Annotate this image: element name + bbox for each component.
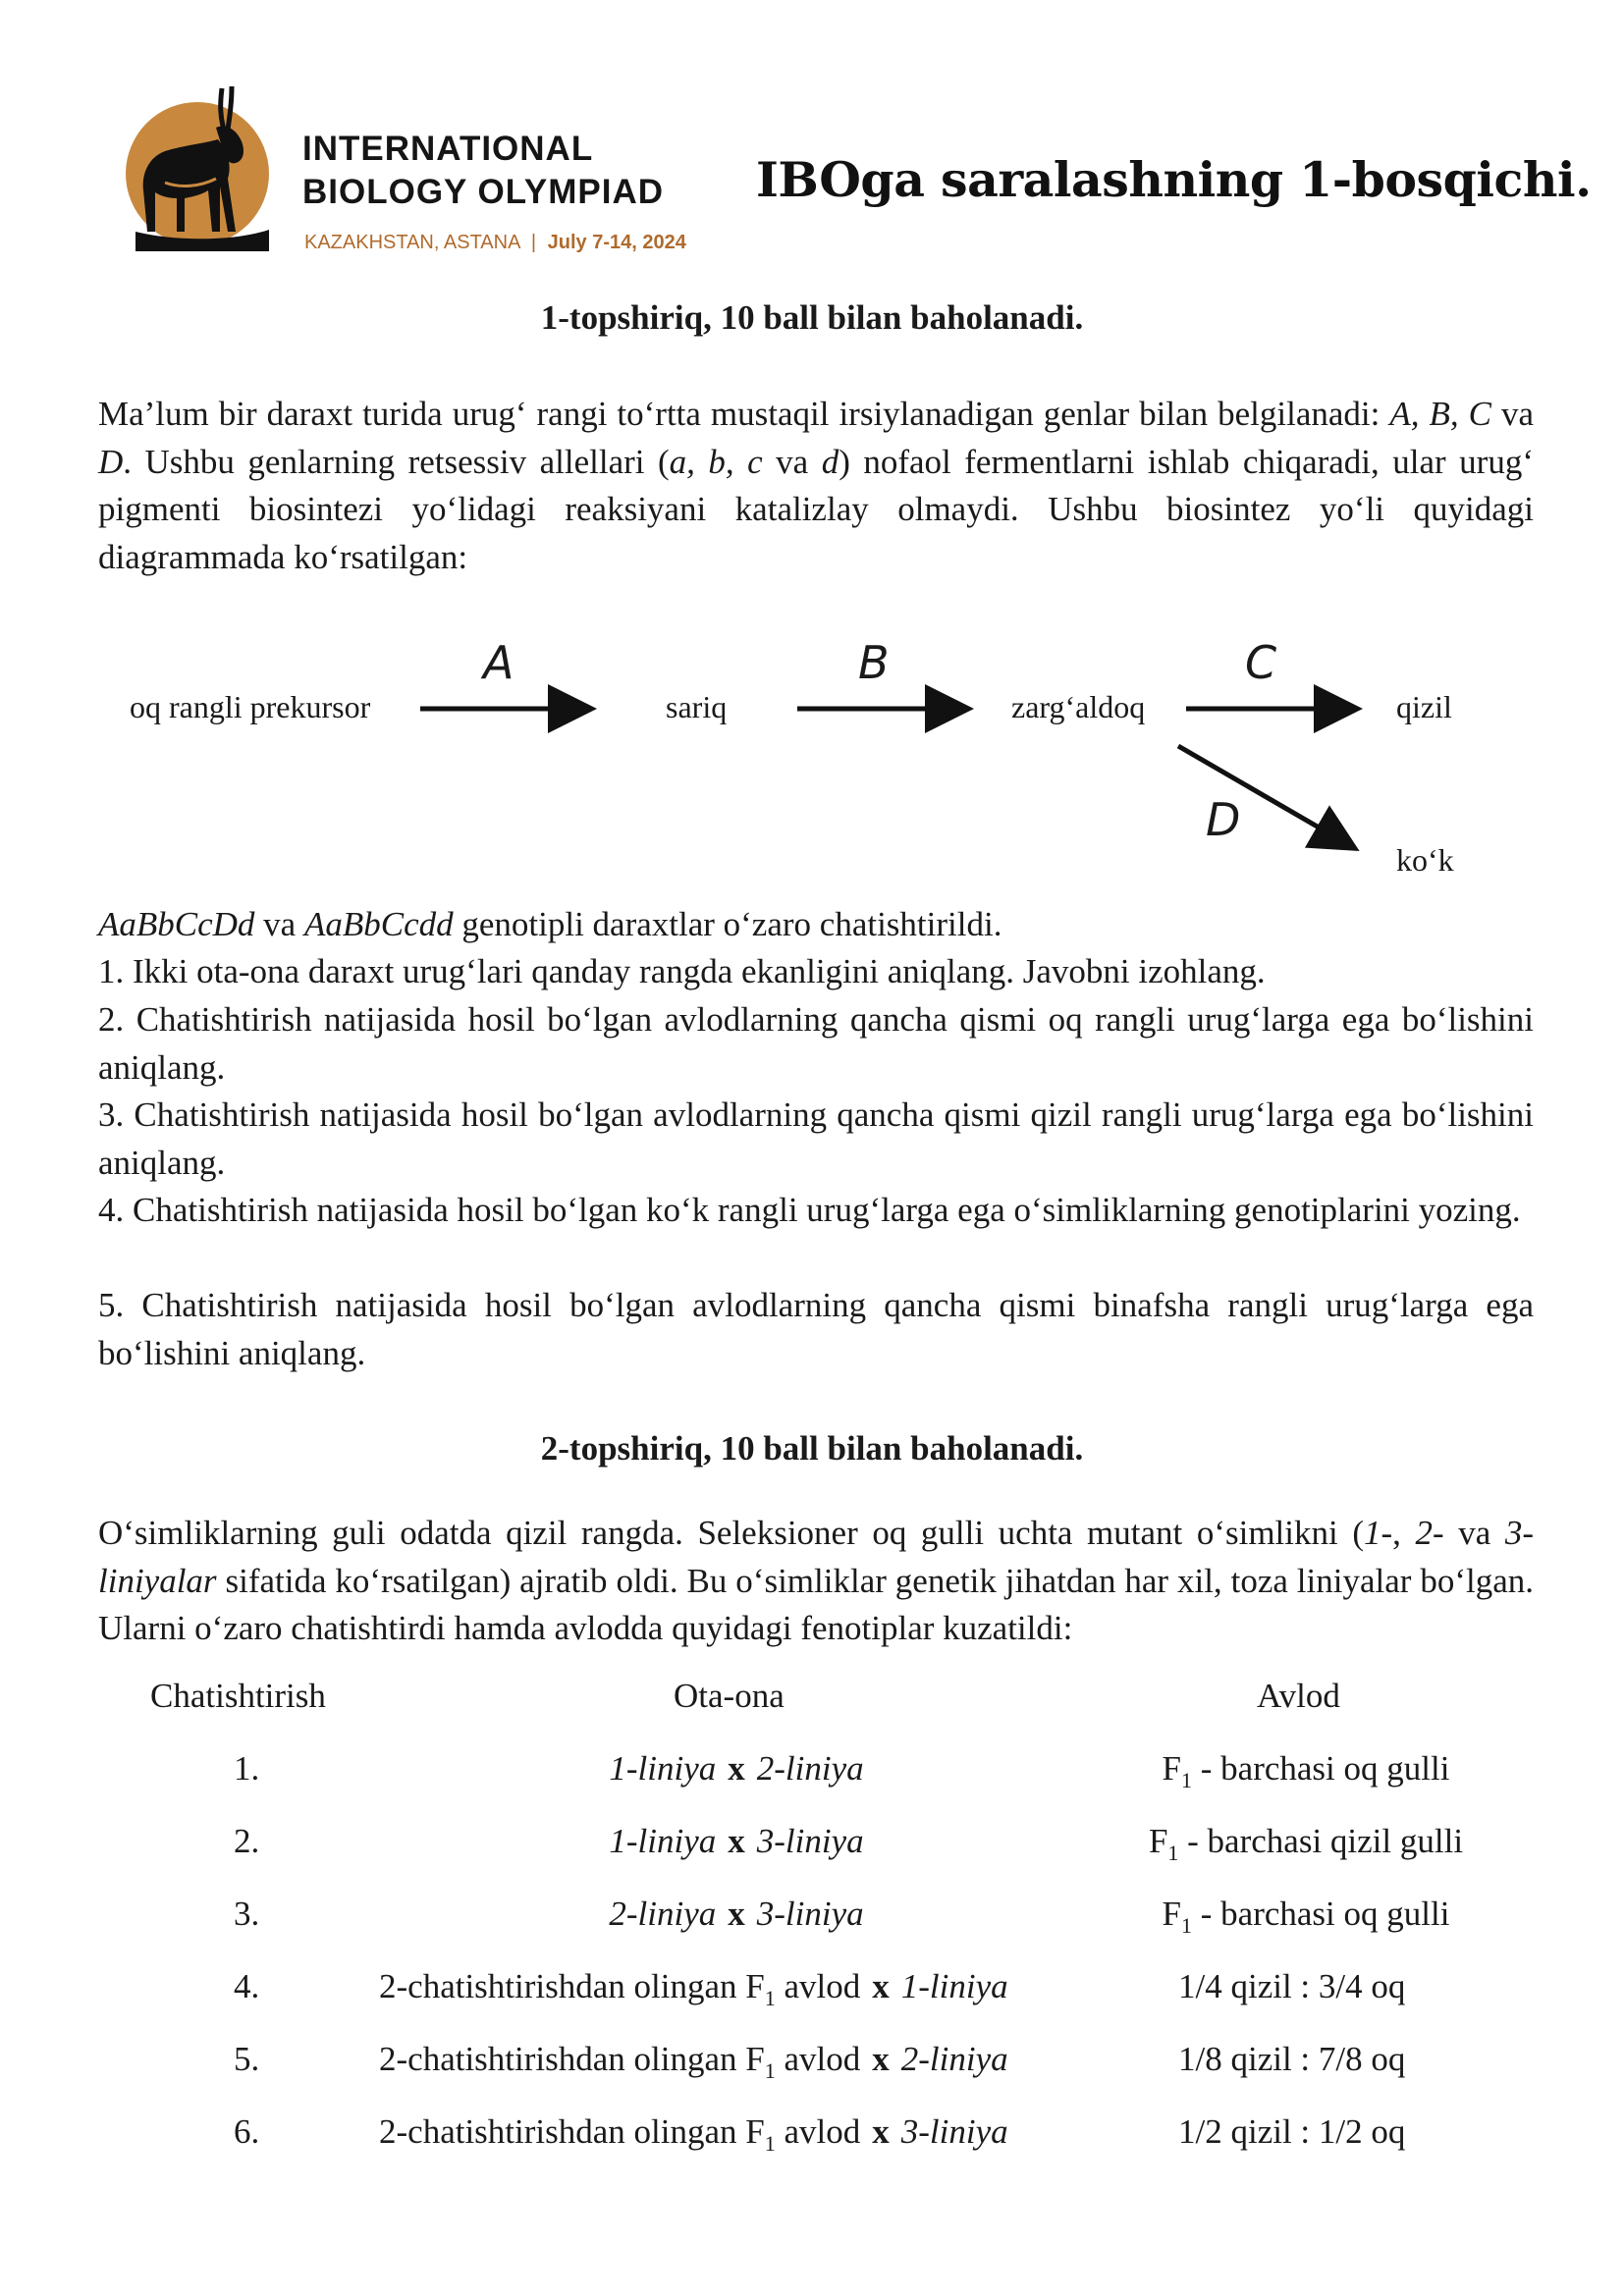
parent-2: 1-liniya xyxy=(900,1967,1008,2005)
parent-1-text: 2-chatishtirishdan olingan F xyxy=(379,2112,765,2151)
table-header-cross: Chatishtirish xyxy=(150,1677,326,1715)
intro-text: , xyxy=(1392,1514,1416,1552)
parent-1-text: avlod xyxy=(775,2040,861,2078)
intro-line-3: 3-liniyalar xyxy=(98,1514,1535,1600)
question-5: 5. Chatishtirish natijasida hosil bo‘lgan avlodlarning qancha qismi binafsha rangli urug‘larga ega bo‘lishini aniqlang. xyxy=(98,1286,1534,1372)
row-progeny: 1/8 qizil : 7/8 oq xyxy=(1178,2040,1406,2078)
table-row xyxy=(0,2112,1624,2171)
parent-2: 3-liniya xyxy=(756,1895,864,1933)
row-number: 5. xyxy=(234,2040,260,2078)
row-parents xyxy=(295,1822,1178,1861)
enzyme-label-a: A xyxy=(483,636,514,689)
parent-2: 3-liniya xyxy=(900,2112,1008,2151)
parent-1-text: avlod xyxy=(775,2112,861,2151)
connector-text: va xyxy=(254,905,304,943)
f-subscript: 1 xyxy=(764,2058,776,2083)
intro-line-1: 1- xyxy=(1363,1514,1393,1552)
table-header-progeny: Avlod xyxy=(1257,1677,1340,1715)
row-parents xyxy=(295,1749,1178,1789)
intro-text: va xyxy=(1490,395,1534,433)
intro-line-2: 2- xyxy=(1415,1514,1444,1552)
row-progeny: 1/4 qizil : 3/4 oq xyxy=(1178,1967,1406,2005)
intro-text: . Ushbu genlarning retsessiv allellari ( xyxy=(123,442,670,481)
table-row xyxy=(0,1967,1624,2026)
progeny-result: - barchasi qizil gulli xyxy=(1178,1822,1464,1860)
event-dates: July 7-14, 2024 xyxy=(547,232,686,253)
pathway-arrows xyxy=(0,628,1624,893)
row-parents xyxy=(379,1967,1106,2011)
cross-statement xyxy=(98,901,1534,949)
f-subscript: 1 xyxy=(1181,1768,1193,1792)
task2-heading: 2-topshiriq, 10 ball bilan baholanadi. xyxy=(540,1429,1084,1468)
intro-text: ) nofaol fermentlarni ishlab chiqaradi, ular urug‘ pigmenti biosintezi yo‘lidagi reaksiyani katalizlay olmaydi. Ushbu biosintez yo‘li quyidagi diagrammada ko‘rsatilgan: xyxy=(98,442,1534,576)
f-subscript: 1 xyxy=(764,2131,776,2156)
intro-text: O‘simliklarning guli odatda qizil rangda. Seleksioner oq gulli uchta mutant o‘simlikni ( xyxy=(98,1514,1364,1552)
row-number: 1. xyxy=(234,1749,260,1788)
question-4: 4. Chatishtirish natijasida hosil bo‘lgan ko‘k rangli urug‘larga ega o‘simliklarning genotiplarini yozing. xyxy=(98,1191,1521,1229)
intro-genes-abc: A, B, C xyxy=(1389,395,1491,433)
parent-2: 2-liniya xyxy=(756,1749,864,1788)
f-label: F xyxy=(1162,1895,1182,1933)
table-row xyxy=(0,1895,1624,1953)
enzyme-label-d: D xyxy=(1206,793,1241,846)
task1-heading: 1-topshiriq, 10 ball bilan baholanadi. xyxy=(540,298,1084,337)
row-parents xyxy=(295,1895,1178,1934)
intro-alleles-abc: a, b, c xyxy=(669,442,763,481)
parent-2: 3-liniya xyxy=(756,1822,864,1860)
row-number: 2. xyxy=(234,1822,260,1860)
row-progeny xyxy=(1100,1749,1512,1793)
parent-1: 1-liniya xyxy=(609,1749,717,1788)
task2-intro xyxy=(98,1510,1534,1653)
f-label: F xyxy=(1162,1749,1182,1788)
event-location: KAZAKHSTAN, ASTANA xyxy=(304,232,520,253)
row-number: 6. xyxy=(234,2112,260,2151)
parent-1-text: avlod xyxy=(775,1967,861,2005)
table-row xyxy=(0,1749,1624,1808)
org-name-line1: INTERNATIONAL xyxy=(302,130,594,168)
node-orange: zarg‘aldoq xyxy=(1011,689,1146,724)
intro-gene-d: D xyxy=(98,442,124,481)
parent-1-text: 2-chatishtirishdan olingan F xyxy=(379,2040,765,2078)
f-subscript: 1 xyxy=(764,1986,776,2010)
table-row xyxy=(0,1822,1624,1881)
intro-text: va xyxy=(762,442,822,481)
org-name-line2: BIOLOGY OLYMPIAD xyxy=(302,173,664,211)
row-progeny xyxy=(1100,1822,1512,1866)
cross-symbol: x xyxy=(728,1749,745,1788)
f-label: F xyxy=(1148,1822,1168,1860)
progeny-result: - barchasi oq gulli xyxy=(1192,1895,1450,1933)
node-red: qizil xyxy=(1396,689,1452,724)
saiga-antelope-icon xyxy=(126,84,273,251)
row-parents xyxy=(379,2040,1106,2084)
parent-1: 2-liniya xyxy=(609,1895,717,1933)
cross-statement-text: genotipli daraxtlar o‘zaro chatishtirildi. xyxy=(453,905,1002,943)
cross-symbol: x xyxy=(872,1967,890,2005)
biosynthesis-pathway-diagram xyxy=(0,628,1624,893)
arrow-enzyme-d xyxy=(1178,746,1351,846)
cross-symbol: x xyxy=(728,1895,745,1933)
genotype-parent1: AaBbCcDd xyxy=(98,905,255,943)
question-1: 1. Ikki ota-ona daraxt urug‘lari qanday rangda ekanligini aniqlang. Javobni izohlang. xyxy=(98,952,1266,990)
stage-title: IBOga saralashning 1-bosqichi. xyxy=(756,151,1592,208)
parent-1: 1-liniya xyxy=(609,1822,717,1860)
row-parents xyxy=(379,2112,1106,2157)
separator: | xyxy=(530,232,537,253)
cross-symbol: x xyxy=(872,2040,890,2078)
f-subscript: 1 xyxy=(1167,1841,1179,1865)
question-2: 2. Chatishtirish natijasida hosil bo‘lgan avlodlarning qancha qismi oq rangli urug‘larga ega bo‘lishini aniqlang. xyxy=(98,1000,1534,1087)
intro-allele-d: d xyxy=(821,442,839,481)
node-white-precursor: oq rangli prekursor xyxy=(130,689,371,724)
f-subscript: 1 xyxy=(1181,1913,1193,1938)
cross-symbol: x xyxy=(872,2112,890,2151)
row-number: 4. xyxy=(234,1967,260,2005)
enzyme-label-c: C xyxy=(1245,636,1277,689)
intro-text: Ma’lum bir daraxt turida urug‘ rangi to‘rtta mustaqil irsiylanadigan genlar bilan belgilanadi: xyxy=(98,395,1390,433)
parent-2: 2-liniya xyxy=(900,2040,1008,2078)
progeny-result: - barchasi oq gulli xyxy=(1192,1749,1450,1788)
parent-1-text: 2-chatishtirishdan olingan F xyxy=(379,1967,765,2005)
intro-text: va xyxy=(1443,1514,1505,1552)
question-3: 3. Chatishtirish natijasida hosil bo‘lgan avlodlarning qancha qismi qizil rangli urug‘larga ega bo‘lishini aniqlang. xyxy=(98,1095,1534,1182)
task1-intro xyxy=(98,391,1534,581)
enzyme-label-b: B xyxy=(858,636,890,689)
row-number: 3. xyxy=(234,1895,260,1933)
cross-symbol: x xyxy=(728,1822,745,1860)
genotype-parent2: AaBbCcdd xyxy=(303,905,454,943)
intro-text: sifatida ko‘rsatilgan) ajratib oldi. Bu o‘simliklar genetik jihatdan har xil, toza liniyalar bo‘lgan. Ularni o‘zaro chatishtirdi hamda avlodda quyidagi fenotiplar kuzatildi: xyxy=(98,1561,1534,1647)
event-location-dates xyxy=(304,232,686,254)
table-header-parents: Ota-ona xyxy=(674,1677,785,1715)
node-blue: ko‘k xyxy=(1396,842,1454,878)
node-yellow: sariq xyxy=(666,689,728,724)
table-row xyxy=(0,2040,1624,2099)
row-progeny: 1/2 qizil : 1/2 oq xyxy=(1178,2112,1406,2151)
row-progeny xyxy=(1100,1895,1512,1939)
